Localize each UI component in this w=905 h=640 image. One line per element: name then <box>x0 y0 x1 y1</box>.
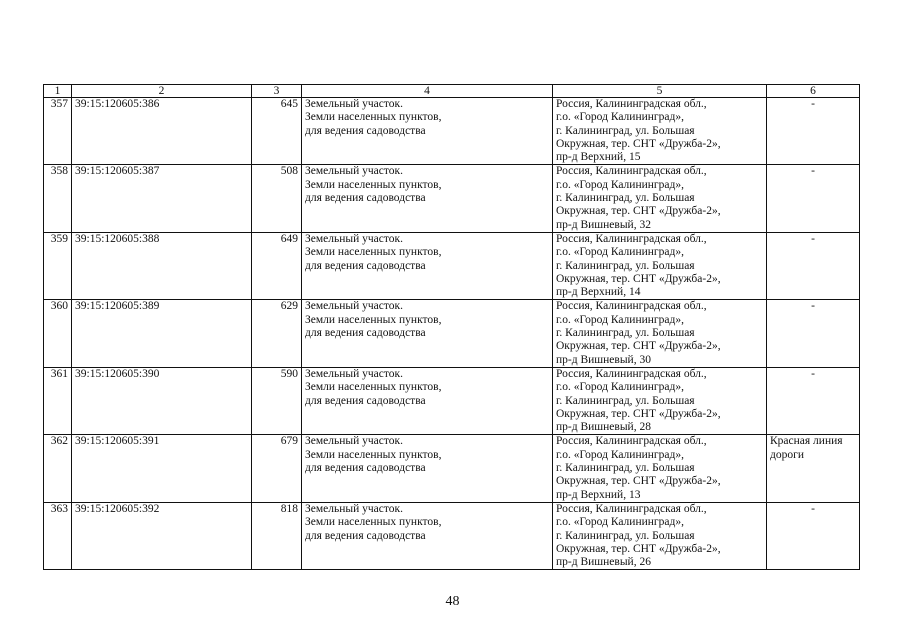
address-line: Россия, Калининградская обл., <box>556 98 707 110</box>
address-cell <box>553 435 767 502</box>
table-row <box>44 232 860 299</box>
address-line: Россия, Калининградская обл., <box>556 300 707 313</box>
address-line: Россия, Калининградская обл., <box>556 165 707 178</box>
description-line: для ведения садоводства <box>305 327 426 340</box>
address-line: Окружная, тер. СНТ «Дружба-2», <box>556 542 721 555</box>
address-line: г.о. «Город Калининград», <box>556 246 684 259</box>
description-line: для ведения садоводства <box>305 192 426 205</box>
note-cell <box>767 98 860 165</box>
description-line: для ведения садоводства <box>305 462 426 475</box>
row-number-cell: 358 <box>44 165 72 232</box>
row-number-cell: 361 <box>44 367 72 434</box>
address-line: пр-д Вишневый, 28 <box>556 421 651 434</box>
note-line: дороги <box>770 448 804 461</box>
address-line: пр-д Верхний, 15 <box>556 151 641 164</box>
address-cell <box>553 232 767 299</box>
area-cell: 508 <box>252 165 302 232</box>
address-cell <box>553 165 767 232</box>
table-row <box>44 502 860 569</box>
address-line: г. Калининград, ул. Большая <box>556 529 695 542</box>
header-col-3: 3 <box>252 85 302 98</box>
address-line: пр-д Верхний, 13 <box>556 488 641 501</box>
table-row <box>44 300 860 367</box>
area-cell: 679 <box>252 435 302 502</box>
header-col-5: 5 <box>553 85 767 98</box>
note-cell <box>767 232 860 299</box>
address-line: Окружная, тер. СНТ «Дружба-2», <box>556 205 721 218</box>
description-line: Земельный участок. <box>305 367 403 380</box>
description-line: Земельный участок. <box>305 165 403 178</box>
description-line: Земли населенных пунктов, <box>305 516 442 529</box>
note-cell <box>767 502 860 569</box>
cadastral-number-cell: 39:15:120605:391 <box>72 435 252 502</box>
note-cell <box>767 165 860 232</box>
cadastral-number-cell: 39:15:120605:387 <box>72 165 252 232</box>
note-line: - <box>811 98 815 110</box>
address-cell <box>553 502 767 569</box>
table-row <box>44 165 860 232</box>
address-line: г.о. «Город Калининград», <box>556 178 684 191</box>
address-line: пр-д Вишневый, 32 <box>556 218 651 231</box>
description-line: Земельный участок. <box>305 435 403 448</box>
address-line: Россия, Калининградская обл., <box>556 232 707 245</box>
header-col-4: 4 <box>302 85 553 98</box>
description-cell <box>302 98 553 165</box>
address-line: Окружная, тер. СНТ «Дружба-2», <box>556 407 721 420</box>
row-number-cell: 357 <box>44 98 72 165</box>
description-cell <box>302 232 553 299</box>
note-line: - <box>811 367 815 380</box>
address-line: г. Калининград, ул. Большая <box>556 192 695 205</box>
description-cell <box>302 300 553 367</box>
description-line: Земли населенных пунктов, <box>305 381 442 394</box>
address-cell <box>553 300 767 367</box>
address-line: Россия, Калининградская обл., <box>556 502 707 515</box>
table-row <box>44 435 860 502</box>
note-cell <box>767 300 860 367</box>
area-cell: 629 <box>252 300 302 367</box>
description-line: Земли населенных пунктов, <box>305 448 442 461</box>
header-col-6: 6 <box>767 85 860 98</box>
address-line: г.о. «Город Калининград», <box>556 313 684 326</box>
address-cell <box>553 367 767 434</box>
note-line: - <box>811 232 815 245</box>
area-cell: 649 <box>252 232 302 299</box>
address-line: Окружная, тер. СНТ «Дружба-2», <box>556 272 721 285</box>
cadastral-number-cell: 39:15:120605:389 <box>72 300 252 367</box>
note-cell <box>767 435 860 502</box>
description-line: для ведения садоводства <box>305 124 426 137</box>
description-line: Земельный участок. <box>305 300 403 313</box>
note-line: - <box>811 300 815 313</box>
address-line: г. Калининград, ул. Большая <box>556 462 695 475</box>
row-number-cell: 360 <box>44 300 72 367</box>
header-row <box>44 85 860 98</box>
cadastral-number-cell: 39:15:120605:390 <box>72 367 252 434</box>
description-line: Земельный участок. <box>305 98 403 110</box>
note-line: - <box>811 502 815 515</box>
address-line: пр-д Вишневый, 30 <box>556 353 651 366</box>
table-body <box>44 98 860 570</box>
description-cell <box>302 367 553 434</box>
address-line: Окружная, тер. СНТ «Дружба-2», <box>556 137 721 150</box>
cadastral-number-cell: 39:15:120605:388 <box>72 232 252 299</box>
address-line: г. Калининград, ул. Большая <box>556 259 695 272</box>
description-line: Земли населенных пунктов, <box>305 246 442 259</box>
address-line: Россия, Калининградская обл., <box>556 435 707 448</box>
address-line: г. Калининград, ул. Большая <box>556 394 695 407</box>
description-line: для ведения садоводства <box>305 394 426 407</box>
description-line: Земельный участок. <box>305 232 403 245</box>
description-cell <box>302 165 553 232</box>
description-line: Земли населенных пунктов, <box>305 111 442 124</box>
row-number-cell: 359 <box>44 232 72 299</box>
address-line: Россия, Калининградская обл., <box>556 367 707 380</box>
address-line: г.о. «Город Калининград», <box>556 381 684 394</box>
note-line: - <box>811 165 815 178</box>
area-cell: 590 <box>252 367 302 434</box>
address-line: г. Калининград, ул. Большая <box>556 327 695 340</box>
description-line: Земли населенных пунктов, <box>305 313 442 326</box>
address-line: пр-д Вишневый, 26 <box>556 556 651 569</box>
cadastral-number-cell: 39:15:120605:386 <box>72 98 252 165</box>
page-number: 48 <box>445 594 460 609</box>
area-cell: 645 <box>252 98 302 165</box>
table-row <box>44 98 860 165</box>
table-row <box>44 367 860 434</box>
address-line: пр-д Верхний, 14 <box>556 286 641 299</box>
description-line: Земли населенных пунктов, <box>305 178 442 191</box>
address-line: Окружная, тер. СНТ «Дружба-2», <box>556 475 721 488</box>
address-cell <box>553 98 767 165</box>
address-line: г.о. «Город Калининград», <box>556 111 684 124</box>
cadastral-number-cell: 39:15:120605:392 <box>72 502 252 569</box>
area-cell: 818 <box>252 502 302 569</box>
description-line: для ведения садоводства <box>305 259 426 272</box>
note-line: Красная линия <box>770 435 843 448</box>
description-line: для ведения садоводства <box>305 529 426 542</box>
row-number-cell: 363 <box>44 502 72 569</box>
address-line: Окружная, тер. СНТ «Дружба-2», <box>556 340 721 353</box>
description-line: Земельный участок. <box>305 502 403 515</box>
land-plots-table <box>43 84 860 570</box>
header-col-2: 2 <box>72 85 252 98</box>
address-line: г.о. «Город Калининград», <box>556 448 684 461</box>
note-cell <box>767 367 860 434</box>
description-cell <box>302 435 553 502</box>
address-line: г. Калининград, ул. Большая <box>556 124 695 137</box>
description-cell <box>302 502 553 569</box>
row-number-cell: 362 <box>44 435 72 502</box>
address-line: г.о. «Город Калининград», <box>556 516 684 529</box>
header-col-1: 1 <box>44 85 72 98</box>
